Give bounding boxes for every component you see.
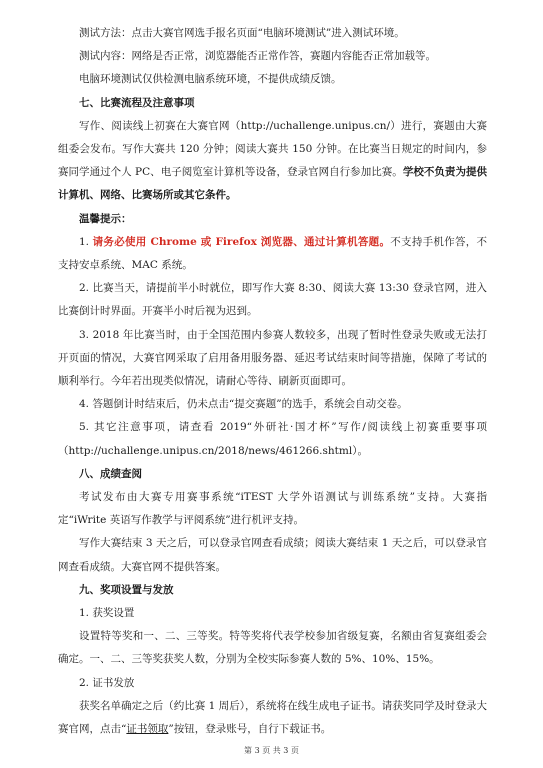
tip-2: 2. 比赛当天，请提前半小时就位，即写作大赛 8:30、阅读大赛 13:30 登录官网，进入比赛倒计时界面。开赛半小时后视为迟到。 [58, 282, 487, 318]
tip-3: 3. 2018 年比赛当时，由于全国范围内参赛人数较多，出现了暂时性登录失败或无法打开页面的情况，大赛官网采取了启用备用服务器、延迟考试结束时间等措施，保障了考试的顺利举行。今年若出现类似情况，请耐心等待、刷新页面即可。 [58, 328, 487, 388]
score-system-paragraph: 考试发布由大赛专用赛事系统“iTEST 大学外语测试与训练系统”支持。大赛指定“iWrite 英语写作教学与评阅系统”进行机评支持。 [58, 491, 487, 527]
tip-1-rest: 不支持手机作答，不支持安卓系统、MAC 系统。 [58, 235, 488, 272]
section-heading-9: 九、奖项设置与发放 [79, 583, 174, 596]
certificate-text-start: 获奖名单确定之后（约比赛 1 周后），系统将在线生成电子证书。请获奖同学及时登录大赛官网，点击“ [58, 699, 487, 736]
section-heading-7: 七、比赛流程及注意事项 [79, 96, 195, 109]
test-method-paragraph: 测试方法：点击大赛官网选手报名页面“电脑环境测试”进入测试环境。 [79, 27, 405, 39]
subsection-certificate: 2. 证书发放 [79, 676, 135, 689]
section-heading-8: 八、成绩查阅 [79, 467, 142, 480]
contest-process-paragraph [58, 115, 487, 208]
certificate-text-end: ”按钮，登录账号，自行下载证书。 [168, 723, 332, 736]
score-check-paragraph: 写作大赛结束 3 天之后，可以登录官网查看成绩；阅读大赛结束 1 天之后，可以登录官网查看成绩。大赛官网不提供答案。 [58, 537, 487, 573]
certificate-claim-link[interactable]: 证书领取 [126, 723, 169, 736]
tip-5: 5. 其它注意事项，请查看 2019“外研社·国才杯”写作/阅读线上初赛重要事项（http://uchallenge.unipus.cn/2018/news/461266.shtml）。 [58, 421, 487, 457]
page-footer: 第 3 页 共 3 页 [244, 746, 299, 755]
subsection-award-setting: 1. 获奖设置 [79, 607, 135, 620]
award-setting-paragraph: 设置特等奖和一、二、三等奖。特等奖将代表学校参加省级复赛，名额由省复赛组委会确定。一、二、三等奖获奖人数，分别为全校实际参赛人数的 5%、10%、15%。 [58, 630, 487, 666]
contest-process-text: 写作、阅读线上初赛在大赛官网（http://uchallenge.unipus.cn/）进行，赛题由大赛组委会发布。写作大赛共 120 分钟；阅读大赛共 150 分钟。在比赛当日规定的时间内，参赛同学通过个人 PC、电子阅览室计算机等设备，登录官网自行参加比赛。 [58, 119, 487, 179]
tip-4: 4. 答题倒计时结束后，仍未点击“提交赛题”的选手，系统会自动交卷。 [79, 398, 408, 411]
test-content-paragraph: 测试内容：网络是否正常，浏览器能否正常作答，赛题内容能否正常加载等。 [79, 50, 436, 63]
tip-1 [58, 231, 487, 277]
test-note-paragraph: 电脑环境测试仅供检测电脑系统环境，不提供成绩反馈。 [79, 73, 342, 86]
school-disclaimer-text: 学校不负责为提供计算机、网络、比赛场所或其它条件。 [58, 166, 487, 202]
tip-1-number: 1. [79, 235, 93, 248]
tip-1-warning: 请务必使用 Chrome 或 Firefox 浏览器、通过计算机答题。 [92, 235, 391, 248]
certificate-paragraph [58, 695, 487, 741]
tips-heading: 温馨提示： [79, 212, 132, 225]
